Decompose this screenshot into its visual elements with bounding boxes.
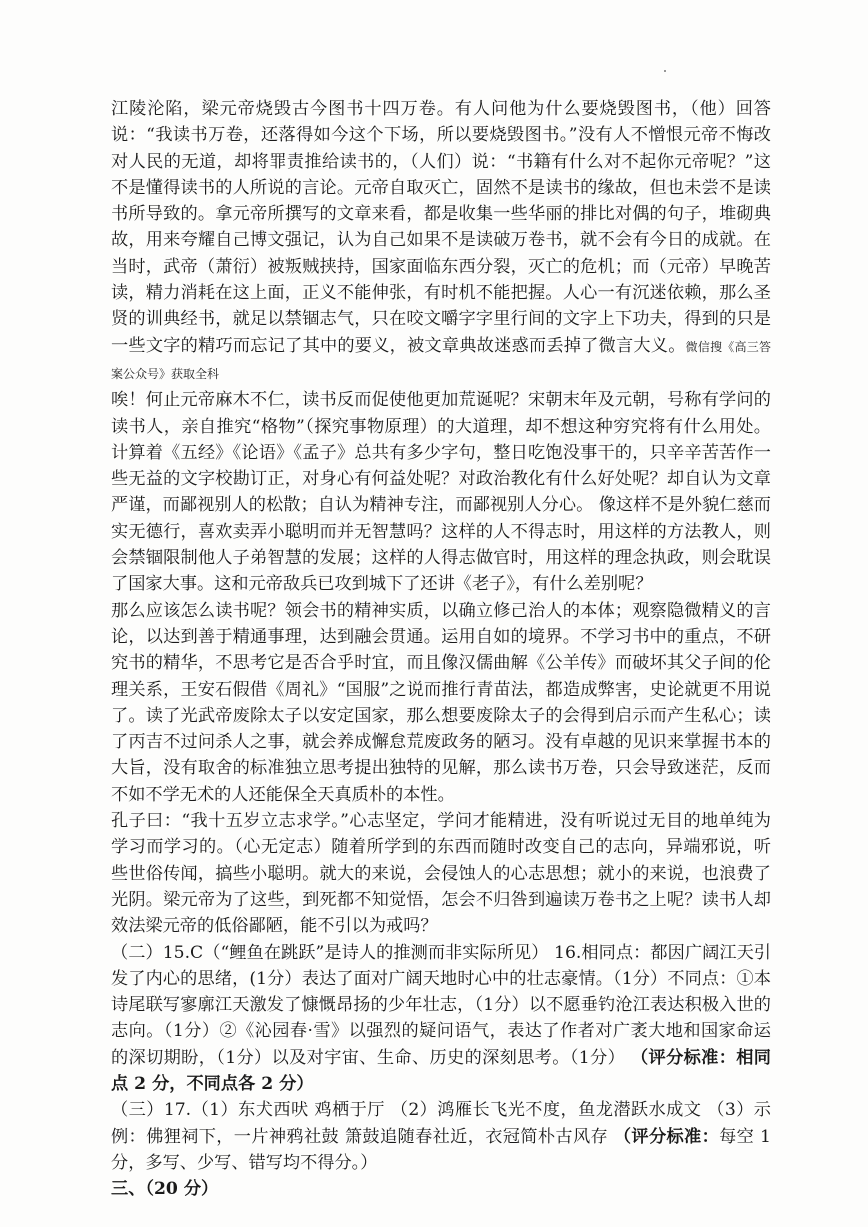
paragraph-3-text: 那么应该怎么读书呢？领会书的精神实质，以确立修己治人的本体；观察隐微精义的言论，以达到善于精通事理，达到融会贯通。运用自如的境界。不学习书中的重点，不研究书的精华，不思考它是否合乎时宜，而且像汉儒曲解《公羊传》而破坏其父子间的伦理关系，王安石假借《周礼》“国服”之说而推行青苗法，都造成弊害，史论就更不用说了。读了光武帝废除太子以安定国家，那么想要废除太子的会得到启示而产生私心；读了丙吉不过问杀人之事，就会养成懈怠荒废政务的陋习。没有卓越的见识来掌握书本的大旨，没有取舍的标准独立思考提出独特的见解，那么读书万卷，只会导致迷茫，反而不如不学无术的人还能保全天真质朴的本性。 <box>111 600 771 805</box>
paragraph-4-text: 孔子曰：“我十五岁立志求学。”心志坚定，学问才能精进，没有听说过无目的地单纯为学习而学习的。（心无定志）随着所学到的东西而随时改变自己的志向，异端邪说，听些世俗传闻，搞些小聪明。就大的来说，会侵蚀人的心志思想；就小的来说，也浪费了光阴。梁元帝为了这些，到死都不知觉悟，怎会不归咎到遍读万卷书之上呢？读书人却效法梁元帝的低俗鄙陋，能不引以为戒吗？ <box>111 811 771 937</box>
paragraph-1 <box>111 96 771 387</box>
wechat-note: 微信搜《高三答案公众号》获取全科 <box>111 339 771 381</box>
document-body <box>111 96 771 1202</box>
scoring-criteria-2: （评分标准：相同点 2 分，不同点各 2 分） <box>111 1047 771 1094</box>
scan-speck <box>664 70 666 72</box>
paragraph-2 <box>111 387 771 597</box>
paragraph-1-text: 江陵沦陷，梁元帝烧毁古今图书十四万卷。有人问他为什么要烧毁图书，（他）回答说：“我读书万卷，还落得如今这个下场，所以要烧毁图书。”没有人不憎恨元帝不悔改对人民的无道，却将罪责推给读书的，（人们）说：“书籍有什么对不起你元帝呢？”这不是懂得读书的人所说的言论。元帝自取灭亡，固然不是读书的缘故，但也未尝不是读书所导致的。拿元帝所撰写的文章来看，都是收集一些华丽的排比对偶的句子，堆砌典故，用来夸耀自己博文强记，认为自己如果不是读破万卷书，就不会有今日的成就。在当时，武帝（萧衍）被叛贼挟持，国家面临东西分裂，灭亡的危机；而（元帝）早晚苦读，精力消耗在这上面，正义不能伸张，有时机不能把握。人心一有沉迷依赖，那么圣贤的训典经书，就足以禁锢志气，只在咬文嚼字字里行间的文字上下功夫，得到的只是一些文字的精巧而忘记了其中的要义，被文章典故迷惑而丢掉了微言大义。 <box>111 99 771 356</box>
paragraph-2-text: 唉！何止元帝麻木不仁，读书反而促使他更加荒诞呢？宋朝末年及元朝，号称有学问的读书人，亲自推究“格物”（探究事物原理）的大道理，却不想这种穷究将有什么用处。计算着《五经》《论语》《孟子》总共有多少字句，整日吃饱没事干的，只辛辛苦苦作一些无益的文字校勘订正，对身心有何益处呢？对政治教化有什么好处呢？却自认为文章严谨，而鄙视别人的松散；自认为精神专注，而鄙视别人分心。 像这样不是外貌仁慈而实无德行，喜欢卖弄小聪明而并无智慧吗？这样的人不得志时，用这样的方法教人，则会禁锢限制他人子弟智慧的发展；这样的人得志做官时，用这样的理念执政，则会耽误了国家大事。这和元帝敌兵已攻到城下了还讲《老子》，有什么差别呢？ <box>111 390 771 595</box>
scoring-criteria-3-detail: 每空 1 分，多写、少写、错写均不得分。） <box>111 1126 771 1173</box>
answer-section-2 <box>111 940 771 1098</box>
paragraph-4 <box>111 808 771 939</box>
answer-section-2-text: （二）15.C（“鲤鱼在跳跃”是诗人的推测而非实际所见） 16.相同点：都因广阔江天引发了内心的思绪，(1分）表达了面对广阔天地时心中的壮志豪情。（1分）不同点：①本诗尾联写寥廓江天激发了慷慨昂扬的少年壮志，（1分）以不愿垂钓沧江表达积极入世的志向。（1分）②《沁园春·雪》以强烈的疑问语气，表达了作者对广袤大地和国家命运的深切期盼，（1分）以及对宇宙、生命、历史的深刻思考。（1分） <box>111 942 771 1068</box>
scoring-criteria-3: （评分标准： <box>613 1126 720 1147</box>
answer-section-3-text: （三）17.（1）东犬西吠 鸡栖于厅 （2）鸿雁长飞光不度，鱼龙潜跃水成文 （3）示例：佛狸祠下，一片神鸦社鼓 箫鼓追随春社近，衣冠简朴古风存 <box>111 1100 771 1147</box>
paragraph-3 <box>111 598 771 808</box>
section-heading: 三、（20 分） <box>111 1179 219 1200</box>
answer-section-3 <box>111 1097 771 1176</box>
